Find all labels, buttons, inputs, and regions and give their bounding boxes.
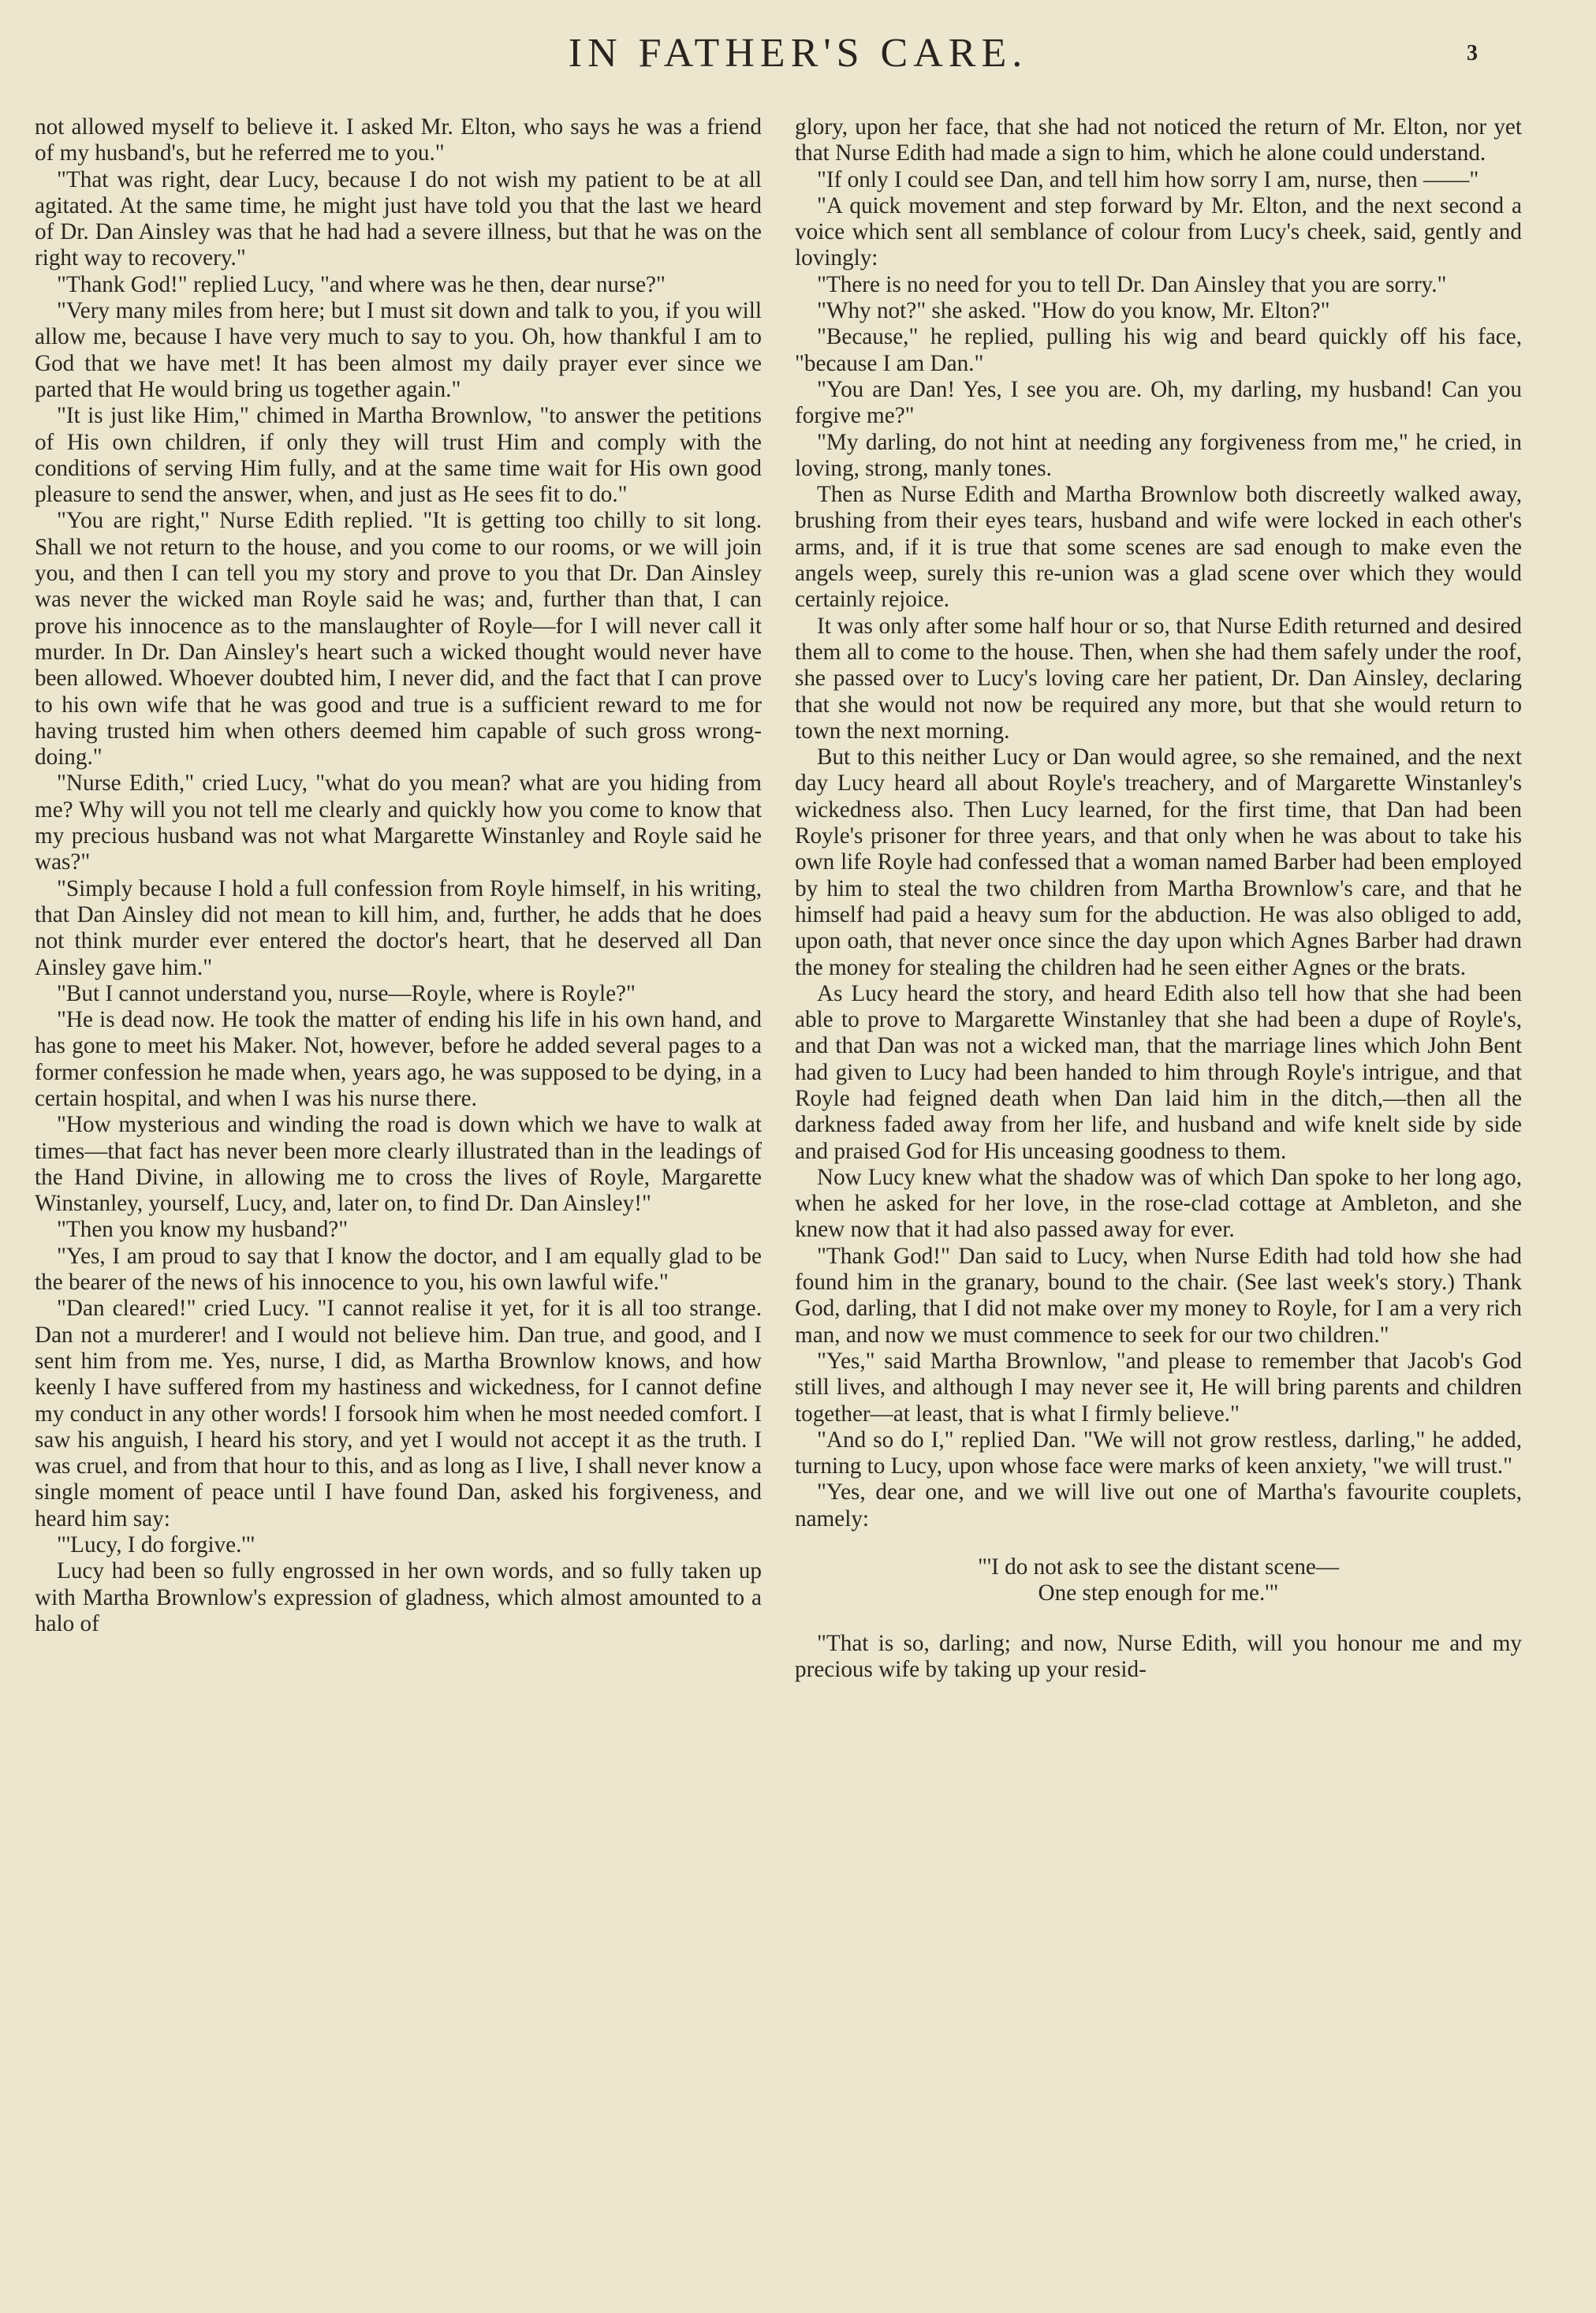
paragraph: "There is no need for you to tell Dr. Dan Ainsley that you are sorry." [817, 271, 1447, 297]
paragraph: But to this neither Lucy or Dan would agree, so she remained, and the next day Lucy heard all about Royle's treachery, and of Margarette Winstanley's wickedness also. Then Lucy learned, for the first time, that Dan had been Royle's prisoner for three years, and that only when he was about to take his own life Royle had confessed that a woman named Barber had been employed by him to steal the two children from Martha Brownlow's care, and that he himself had paid a heavy sum for the abduction. He was also obliged to add, upon oath, that never once since the day upon which Agnes Barber had drawn the money for stealing the children had he seen either Agnes or the brats. [795, 744, 1522, 980]
paragraph: not allowed myself to believe it. I asked Mr. Elton, who says he was a friend of my husband's, but he referred me to you." [35, 114, 762, 166]
paragraph: "That was right, dear Lucy, because I do not wish my patient to be at all agitated. At the same time, he might just have told you that the last we heard of Dr. Dan Ainsley was that he had had a severe illness, but that he was on the right way to recovery." [35, 166, 762, 271]
paragraph: "But I cannot understand you, nurse—Royle, where is Royle?" [57, 980, 636, 1006]
left-column [35, 114, 762, 1637]
paragraph: "My darling, do not hint at needing any forgiveness from me," he cried, in loving, strong, manly tones. [795, 429, 1522, 481]
paragraph: "Why not?" she asked. "How do you know, Mr. Elton?" [817, 298, 1330, 324]
paragraph: "It is just like Him," chimed in Martha Brownlow, "to answer the petitions of His own children, if only they will trust Him and comply with the conditions of serving Him fully, and at the same time wait for His own good pleasure to send the answer, when, and just as He sees fit to do." [35, 403, 762, 508]
paragraph: "If only I could see Dan, and tell him how sorry I am, nurse, then ——" [817, 166, 1479, 192]
paragraph: "How mysterious and winding the road is down which we have to walk at times—that fact has never been more clearly illustrated than in the leadings of the Hand Divine, in allowing me to cross the lives of Royle, Margarette Winstanley, yourself, Lucy, and, later on, to find Dr. Dan Ainsley!" [35, 1112, 762, 1217]
paragraph: "Yes, I am proud to say that I know the doctor, and I am equally glad to be the bearer of the news of his innocence to you, his own lawful wife." [35, 1243, 762, 1296]
paragraph: "'Lucy, I do forgive.'" [57, 1532, 255, 1558]
paragraph: "Because," he replied, pulling his wig and beard quickly off his face, "because I am Dan." [795, 324, 1522, 376]
paragraph: "Simply because I hold a full confession from Royle himself, in his writing, that Dan Ainsley did not mean to kill him, and, further, he adds that he does not think murder ever entered the doctor's heart, that he deserved all Dan Ainsley gave him." [35, 875, 762, 980]
verse-line: "'I do not ask to see the distant scene— [977, 1554, 1340, 1580]
paragraph: "A quick movement and step forward by Mr. Elton, and the next second a voice which sent all semblance of colour from Lucy's cheek, said, gently and lovingly: [795, 192, 1522, 271]
paragraph: It was only after some half hour or so, that Nurse Edith returned and desired them all to come to the house. Then, when she had them safely under the roof, she passed over to Lucy's loving care her patient, Dr. Dan Ainsley, declaring that she would not now be required any more, but that she would return to town the next morning. [795, 613, 1522, 744]
paragraph: "You are right," Nurse Edith replied. "It is getting too chilly to sit long. Shall we not return to the house, and you come to our rooms, or we will join you, and then I can tell you my story and prove to you that Dr. Dan Ainsley was never the wicked man Royle said he was; and, further than that, I can prove his innocence as to the manslaughter of Royle—for I will never call it murder. In Dr. Dan Ainsley's heart such a wicked thought would never have been allowed. Whoever doubted him, I never did, and the fact that I can prove to his own wife that he was good and true is a sufficient reward to me for having trusted him when others deemed him capable of such gross wrong-doing." [35, 508, 762, 770]
right-column [795, 114, 1522, 1683]
paragraph: "Yes," said Martha Brownlow, "and please to remember that Jacob's God still lives, and although I may never see it, He will bring parents and children together—at least, that is what I firmly believe." [795, 1348, 1522, 1427]
paragraph: As Lucy heard the story, and heard Edith also tell how that she had been able to prove to Margarette Winstanley that she had been a dupe of Royle's, and that Dan was not a wicked man, that the marriage lines which John Bent had given to Lucy had been handed to him through Royle's intrigue, and that Royle had feigned death when Dan laid him in the ditch,—then all the darkness faded away from her life, and husband and wife knelt side by side and praised God for His unceasing goodness to them. [795, 980, 1522, 1164]
paragraph: Then as Nurse Edith and Martha Brownlow both discreetly walked away, brushing from their eyes tears, husband and wife were locked in each other's arms, and, if it is true that some scenes are sad enough to make even the angels weep, surely this re-union was a glad scene over which they would certainly rejoice. [795, 482, 1522, 613]
paragraph: "That is so, darling; and now, Nurse Edith, will you honour me and my precious wife by taking up your resid- [795, 1630, 1522, 1682]
paragraph: "Thank God!" replied Lucy, "and where was he then, dear nurse?" [57, 271, 666, 297]
paragraph: "Nurse Edith," cried Lucy, "what do you mean? what are you hiding from me? Why will you not tell me clearly and quickly how you come to know that my precious husband was not what Margarette Winstanley and Royle said he was?" [35, 770, 762, 875]
paragraph: "He is dead now. He took the matter of ending his life in his own hand, and has gone to meet his Maker. Not, however, before he added several pages to a former confession he made when, years ago, he was supposed to be dying, in a certain hospital, and when I was his nurse there. [35, 1007, 762, 1111]
paragraph: "You are Dan! Yes, I see you are. Oh, my darling, my husband! Can you forgive me?" [795, 376, 1522, 429]
paragraph: "And so do I," replied Dan. "We will not grow restless, darling," he added, turning to Lucy, upon whose face were marks of keen anxiety, "we will trust." [795, 1427, 1522, 1479]
paragraph: "Yes, dear one, and we will live out one of Martha's favourite couplets, namely: [795, 1479, 1522, 1531]
paragraph: "Then you know my husband?" [57, 1217, 349, 1243]
running-title: IN FATHER'S CARE. [568, 31, 1028, 76]
paragraph: "Dan cleared!" cried Lucy. "I cannot realise it yet, for it is all too strange. Dan not a murderer! and I would not believe him. Dan true, and good, and I sent him from me. Yes, nurse, I did, as Martha Brownlow knows, and how keenly I have suffered from my hastiness and wickedness, for I cannot define my conduct in any other words! I forsook him when he most needed comfort. I saw his anguish, I heard his story, and yet I would not accept it as the truth. I was cruel, and from that hour to this, and as long as I live, I shall never know a single moment of peace until I have found Dan, asked his forgiveness, and heard him say: [35, 1296, 762, 1531]
paragraph: Now Lucy knew what the shadow was of which Dan spoke to her long ago, when he asked for her love, in the rose-clad cottage at Ambleton, and she knew now that it had also passed away for ever. [795, 1164, 1522, 1243]
paragraph: glory, upon her face, that she had not noticed the return of Mr. Elton, nor yet that Nurse Edith had made a sign to him, which he alone could understand. [795, 114, 1522, 166]
paragraph: "Very many miles from here; but I must sit down and talk to you, if you will allow me, because I have very much to say to you. Oh, how thankful I am to God that we have met! It has been almost my daily prayer ever since we parted that He would bring us together again." [35, 298, 762, 402]
verse-line: One step enough for me.'" [1038, 1580, 1279, 1606]
page-number: 3 [1467, 41, 1478, 65]
paragraph: Lucy had been so fully engrossed in her own words, and so fully taken up with Martha Brownlow's expression of gladness, which almost amounted to a halo of [35, 1558, 762, 1636]
verse-couplet [795, 1554, 1522, 1607]
paragraph: "Thank God!" Dan said to Lucy, when Nurse Edith had told how she had found him in the granary, bound to the chair. (See last week's story.) Thank God, darling, that I did not make over my money to Royle, for I am a very rich man, and now we must commence to seek for our two children." [795, 1243, 1522, 1348]
page-header [0, 30, 1596, 85]
